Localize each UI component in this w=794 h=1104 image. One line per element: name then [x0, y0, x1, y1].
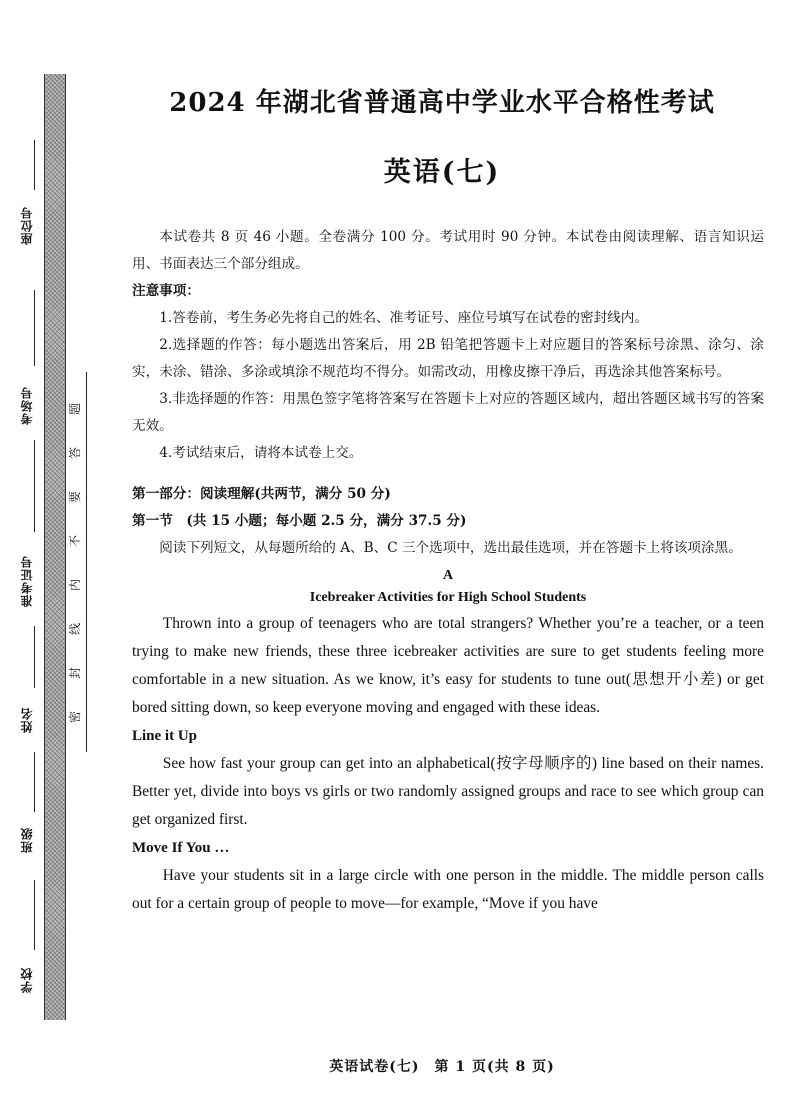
notice-item: 2.选择题的作答：每小题选出答案后，用 2B 铅笔把答题卡上对应题目的答案标号涂黑、涂匀、涂实，未涂、错涂、多涂或填涂不规范均不得分。如需改动，用橡皮擦干净后，再选涂其他答案标号。 [132, 337, 764, 380]
activity-paragraph: Have your students sit in a large circle with one person in the middle. The middle person calls out for a certain group of people to move—for example, “Move if you have [132, 867, 764, 912]
seal-char: 线 [68, 623, 82, 636]
seal-char: 要 [68, 491, 82, 504]
seal-line-band [64, 372, 87, 752]
school-label: 学校 [20, 967, 34, 993]
class-label: 班级 [20, 827, 34, 853]
class-line[interactable] [34, 752, 35, 812]
notice-item: 1.答卷前，考生务必先将自己的姓名、准考证号、座位号填写在试卷的密封线内。 [159, 310, 648, 326]
seal-char: 题 [68, 403, 82, 416]
notice-item: 3.非选择题的作答：用黑色签字笔将答案写在答题卡上对应的答题区域内，超出答题区域书写的答案无效。 [132, 391, 764, 434]
seat-number-label: 座位号 [20, 206, 34, 246]
seal-char: 答 [68, 447, 82, 460]
exam-content [132, 224, 764, 918]
passage-paragraph: Thrown into a group of teenagers who are total strangers? Whether you’re a teacher, or a teen trying to make new friends, these three icebreaker activities are sure to get students feeling more comfortable in a new situation. As we know, it’s easy for students to tune out(思想开小差) or get bored sitting down, so keep everyone moving and engaged with these ideas. [132, 615, 764, 716]
section-instruction: 阅读下列短文，从每题所给的 A、B、C 三个选项中，选出最佳选项，并在答题卡上将该项涂黑。 [159, 540, 742, 556]
section-heading: 第一节 (共 15 小题；每小题 2.5 分，满分 37.5 分) [132, 513, 467, 529]
seat-number-line[interactable] [34, 140, 35, 190]
name-line[interactable] [34, 626, 35, 688]
exam-title: 2024 年湖北省普通高中学业水平合格性考试 [169, 88, 715, 118]
seal-char: 封 [68, 667, 82, 680]
part-heading: 第一部分：阅读理解(共两节，满分 50 分) [132, 486, 391, 502]
passage-title: Icebreaker Activities for High School Students [309, 590, 587, 605]
passage-letter: A [442, 568, 454, 583]
binding-strip [44, 74, 66, 1020]
admission-number-label: 准考证号 [20, 555, 34, 607]
notice-heading: 注意事项： [132, 283, 200, 299]
spacer [132, 467, 764, 481]
page-footer: 英语试卷(七) 第 1 页(共 8 页) [329, 1059, 555, 1075]
notice-item: 4.考试结束后，请将本试卷上交。 [159, 445, 363, 461]
seal-char: 内 [68, 579, 82, 592]
activity-paragraph: See how fast your group can get into an alphabetical(按字母顺序的) line based on their names. Better yet, divide into boys vs girls or two randomly assigned groups and race to see which group can get organized first. [132, 755, 764, 828]
activity-heading: Line it Up [132, 728, 198, 744]
name-label: 姓名 [20, 707, 34, 733]
exam-room-line[interactable] [34, 290, 35, 366]
seal-char: 密 [68, 711, 82, 724]
admission-number-line[interactable] [34, 440, 35, 532]
seal-char: 不 [68, 535, 82, 548]
activity-heading: Move If You … [132, 840, 230, 856]
exam-room-label: 考场号 [20, 386, 34, 426]
school-line[interactable] [34, 880, 35, 950]
exam-summary: 本试卷共 8 页 46 小题。全卷满分 100 分。考试用时 90 分钟。本试卷由阅读理解、语言知识运用、书面表达三个部分组成。 [132, 229, 764, 272]
subject-title: 英语(七) [383, 157, 501, 188]
